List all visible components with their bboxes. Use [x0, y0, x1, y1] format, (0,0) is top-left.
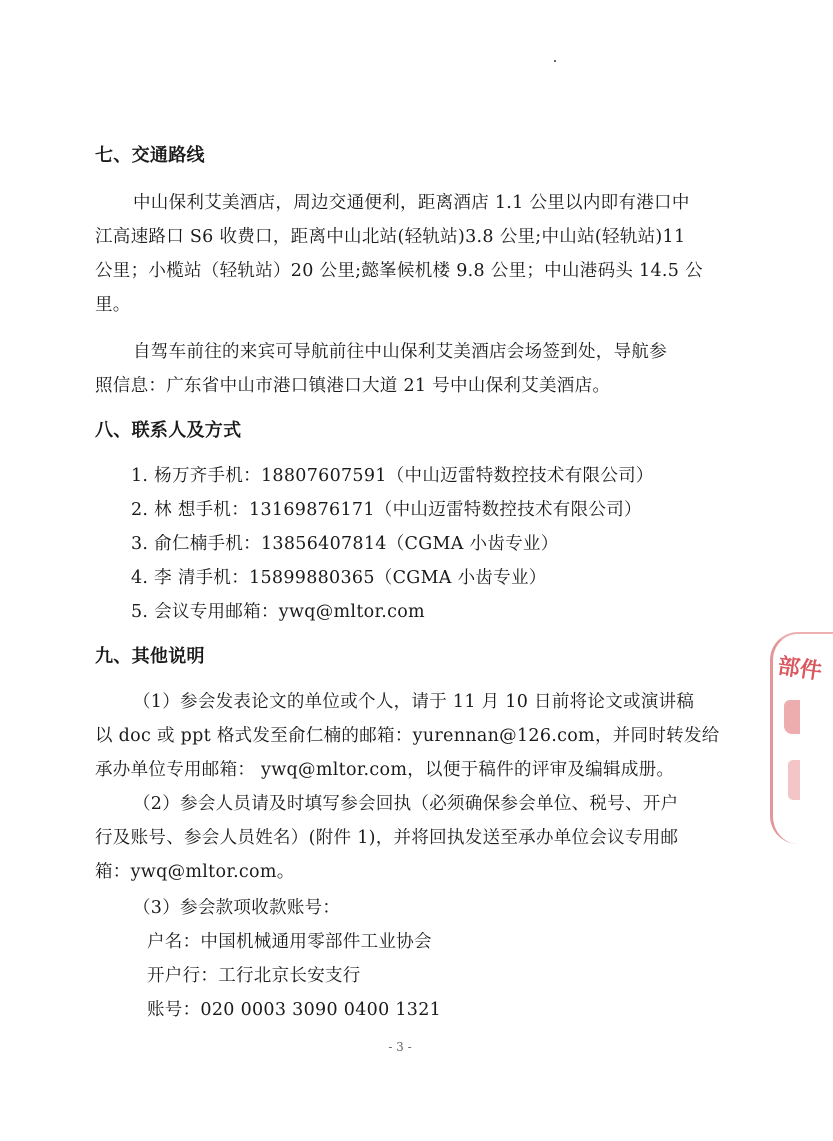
note1-line3: 承办单位专用邮箱： ywq@mltor.com，以便于稿件的评审及编辑成册。 [95, 760, 675, 780]
stamp-ink [784, 700, 800, 734]
contact-item-1: 1. 杨万齐手机：18807607591（中山迈雷特数控技术有限公司） [131, 466, 654, 486]
note2-line3: 箱：ywq@mltor.com。 [95, 862, 295, 882]
section7-para1-line1: 中山保利艾美酒店，周边交通便利，距离酒店 1.1 公里以内即有港口中 [133, 193, 690, 213]
account-name: 户名：中国机械通用零部件工业协会 [147, 932, 432, 952]
account-bank: 开户行：工行北京长安支行 [147, 966, 361, 986]
section7-para1-line3: 公里；小榄站（轻轨站）20 公里;懿峯候机楼 9.8 公里；中山港码头 14.5 公 [95, 261, 703, 281]
section7-heading: 七、交通路线 [95, 145, 205, 166]
stamp-ink-2 [788, 760, 800, 800]
section7-para1-line4: 里。 [95, 295, 131, 315]
section7-para2-line2: 照信息：广东省中山市港口镇港口大道 21 号中山保利艾美酒店。 [95, 376, 611, 396]
contact-item-4: 4. 李 清手机：15899880365（CGMA 小齿专业） [131, 568, 547, 588]
section7-para2-line1: 自驾车前往的来宾可导航前往中山保利艾美酒店会场签到处，导航参 [133, 342, 667, 362]
stamp-text: 部件 [776, 653, 824, 685]
note2-line1: （2）参会人员请及时填写参会回执（必须确保参会单位、税号、开户 [133, 794, 679, 814]
note1-line1: （1）参会发表论文的单位或个人，请于 11 月 10 日前将论文或演讲稿 [133, 692, 695, 712]
contact-item-5-email: 5. 会议专用邮箱：ywq@mltor.com [131, 602, 425, 622]
note3-heading: （3）参会款项收款账号： [133, 898, 341, 918]
section7-para1-line2: 江高速路口 S6 收费口，距离中山北站(轻轨站)3.8 公里;中山站(轻轨站)11 [95, 227, 686, 247]
section8-heading: 八、联系人及方式 [95, 420, 242, 441]
account-number: 账号：020 0003 3090 0400 1321 [147, 1000, 442, 1020]
contact-item-3: 3. 俞仁楠手机：13856407814（CGMA 小齿专业） [131, 534, 559, 554]
page-number: - 3 - [388, 1040, 412, 1054]
scan-speck [554, 60, 556, 62]
note1-line2: 以 doc 或 ppt 格式发至俞仁楠的邮箱：yurennan@126.com，并同时转发给 [95, 726, 720, 746]
note2-line2: 行及账号、参会人员姓名）(附件 1)，并将回执发送至承办单位会议专用邮 [95, 828, 679, 848]
contact-item-2: 2. 林 想手机：13169876171（中山迈雷特数控技术有限公司） [131, 500, 642, 520]
section9-heading: 九、其他说明 [95, 646, 205, 667]
